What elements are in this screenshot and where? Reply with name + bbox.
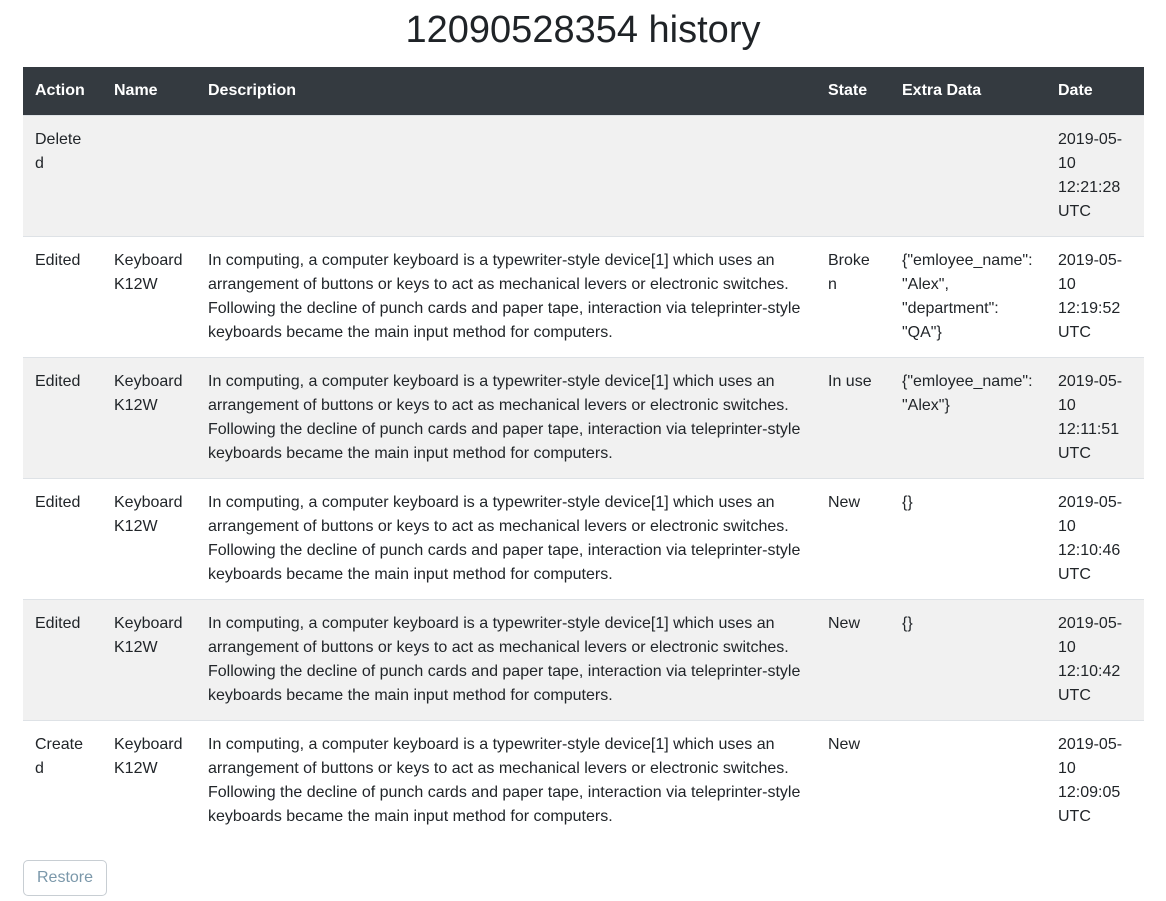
cell-description: In computing, a computer keyboard is a typewriter-style device[1] which uses an arrangement of buttons or keys to act as mechanical levers or electronic switches. Following the decline of punch cards and paper tape, interaction via teleprinter-style keyboards became the main input method for computers. xyxy=(196,478,816,599)
cell-extra-data xyxy=(890,720,1046,841)
cell-action: Edited xyxy=(23,357,102,478)
table-row xyxy=(23,478,1144,599)
cell-state: In use xyxy=(816,357,890,478)
cell-action: Edited xyxy=(23,599,102,720)
cell-date: 2019-05-10 12:10:42 UTC xyxy=(1046,599,1144,720)
cell-date: 2019-05-10 12:09:05 UTC xyxy=(1046,720,1144,841)
table-row xyxy=(23,115,1144,236)
column-header-date: Date xyxy=(1046,67,1144,116)
history-page xyxy=(0,8,1166,896)
cell-description: In computing, a computer keyboard is a typewriter-style device[1] which uses an arrangement of buttons or keys to act as mechanical levers or electronic switches. Following the decline of punch cards and paper tape, interaction via teleprinter-style keyboards became the main input method for computers. xyxy=(196,236,816,357)
cell-name: Keyboard K12W xyxy=(102,720,196,841)
cell-date: 2019-05-10 12:10:46 UTC xyxy=(1046,478,1144,599)
cell-action: Edited xyxy=(23,236,102,357)
column-header-name: Name xyxy=(102,67,196,116)
page-title: 12090528354 history xyxy=(405,9,761,51)
cell-extra-data: {} xyxy=(890,599,1046,720)
cell-action: Edited xyxy=(23,478,102,599)
cell-state: Broken xyxy=(816,236,890,357)
cell-state: New xyxy=(816,720,890,841)
table-header-row xyxy=(23,67,1144,116)
cell-action: Created xyxy=(23,720,102,841)
table-row xyxy=(23,236,1144,357)
column-header-action: Action xyxy=(23,67,102,116)
cell-action: Deleted xyxy=(23,115,102,236)
restore-button[interactable]: Restore xyxy=(23,860,107,896)
table-row xyxy=(23,720,1144,841)
cell-extra-data: {} xyxy=(890,478,1046,599)
cell-name: Keyboard K12W xyxy=(102,478,196,599)
cell-name: Keyboard K12W xyxy=(102,599,196,720)
cell-state xyxy=(816,115,890,236)
cell-date: 2019-05-10 12:11:51 UTC xyxy=(1046,357,1144,478)
column-header-extra-data: Extra Data xyxy=(890,67,1046,116)
cell-extra-data: {"emloyee_name": "Alex", "department": "QA"} xyxy=(890,236,1046,357)
cell-state: New xyxy=(816,599,890,720)
cell-description: In computing, a computer keyboard is a typewriter-style device[1] which uses an arrangement of buttons or keys to act as mechanical levers or electronic switches. Following the decline of punch cards and paper tape, interaction via teleprinter-style keyboards became the main input method for computers. xyxy=(196,599,816,720)
column-header-state: State xyxy=(816,67,890,116)
cell-description xyxy=(196,115,816,236)
table-row xyxy=(23,357,1144,478)
history-table xyxy=(23,67,1144,841)
cell-name: Keyboard K12W xyxy=(102,357,196,478)
cell-description: In computing, a computer keyboard is a typewriter-style device[1] which uses an arrangement of buttons or keys to act as mechanical levers or electronic switches. Following the decline of punch cards and paper tape, interaction via teleprinter-style keyboards became the main input method for computers. xyxy=(196,720,816,841)
cell-extra-data: {"emloyee_name": "Alex"} xyxy=(890,357,1046,478)
cell-name: Keyboard K12W xyxy=(102,236,196,357)
cell-name xyxy=(102,115,196,236)
cell-date: 2019-05-10 12:19:52 UTC xyxy=(1046,236,1144,357)
table-row xyxy=(23,599,1144,720)
cell-description: In computing, a computer keyboard is a typewriter-style device[1] which uses an arrangement of buttons or keys to act as mechanical levers or electronic switches. Following the decline of punch cards and paper tape, interaction via teleprinter-style keyboards became the main input method for computers. xyxy=(196,357,816,478)
table-header xyxy=(23,67,1144,116)
cell-date: 2019-05-10 12:21:28 UTC xyxy=(1046,115,1144,236)
cell-state: New xyxy=(816,478,890,599)
table-body xyxy=(23,115,1144,841)
column-header-description: Description xyxy=(196,67,816,116)
cell-extra-data xyxy=(890,115,1046,236)
